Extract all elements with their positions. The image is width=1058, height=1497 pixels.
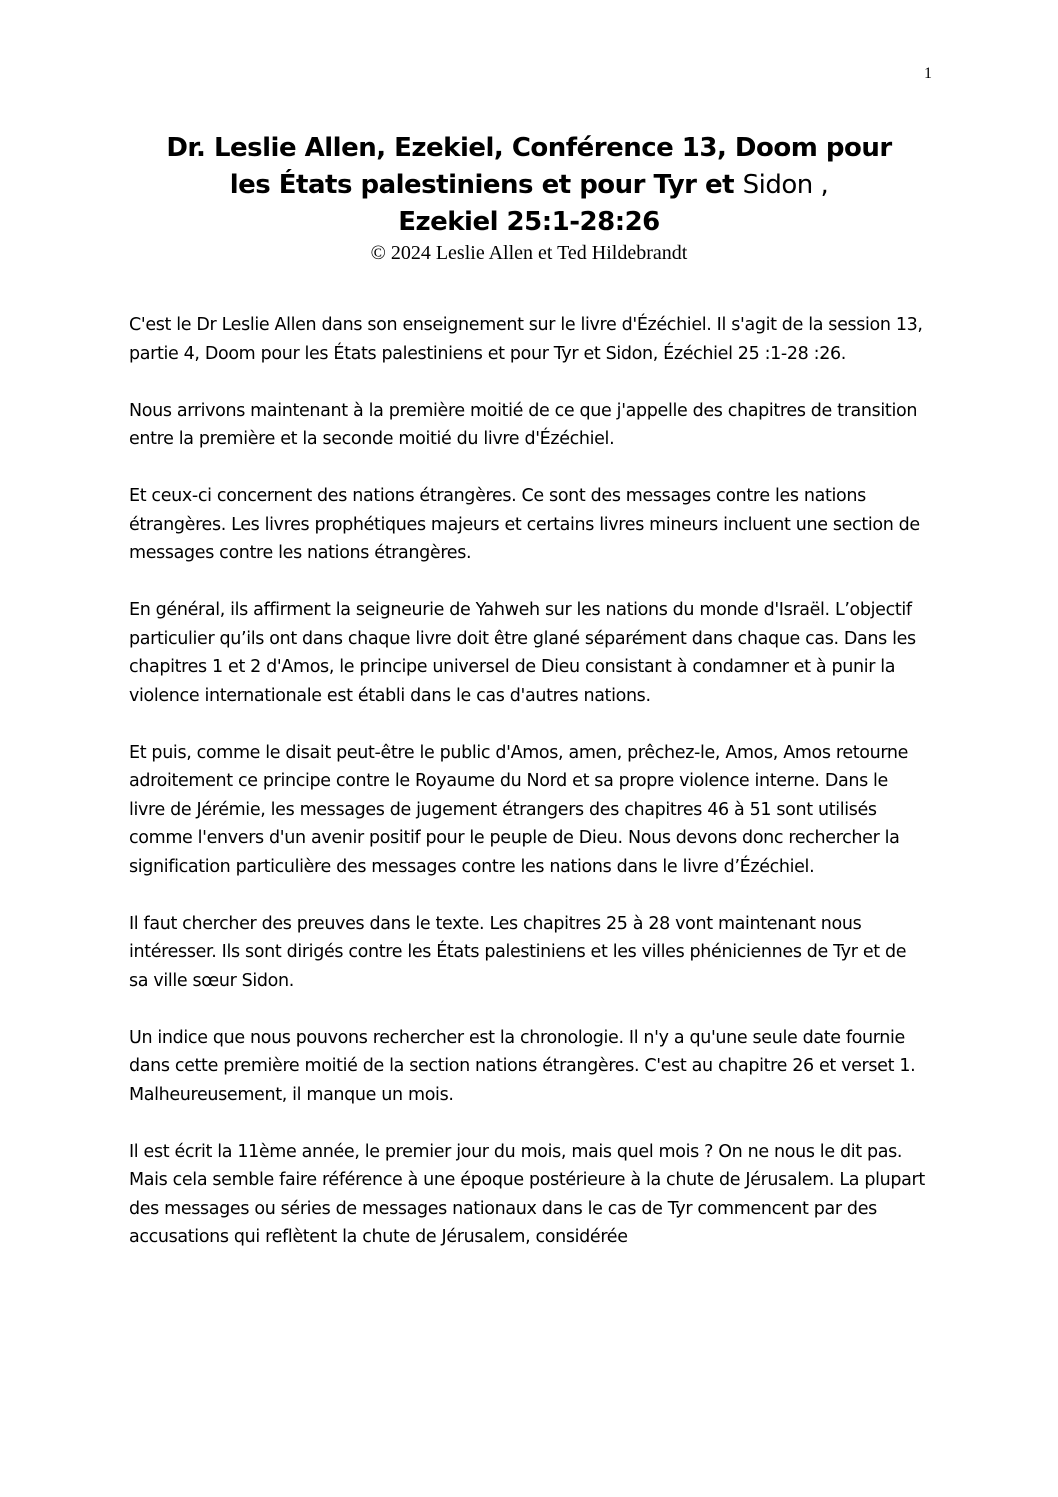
body-text [129, 311, 929, 1280]
paragraph: Et ceux-ci concernent des nations étrangères. Ce sont des messages contre les nations étrangères. Les livres prophétiques majeurs et certains livres mineurs incluent une section de messages contre les nations étrangères. [129, 486, 920, 563]
title-line-2-bold: les États palestiniens et pour Tyr et [229, 170, 743, 200]
copyright-line: © 2024 Leslie Allen et Ted Hildebrandt [370, 242, 688, 264]
paragraph: Et puis, comme le disait peut-être le public d'Amos, amen, prêchez-le, Amos, Amos retourne adroitement ce principe contre le Royaume du Nord et sa propre violence interne. Dans le livre de Jérémie, les messages de jugement étrangers des chapitres 46 à 51 sont utilisés comme l'envers d'un avenir positif pour le peuple de Dieu. Nous devons donc rechercher la signification particulière des messages contre les nations dans le livre d’Ézéchiel. [129, 742, 909, 877]
title-line-2 [80, 167, 978, 204]
page-number: 1 [924, 65, 932, 82]
paragraph: Nous arrivons maintenant à la première moitié de ce que j'appelle des chapitres de transition entre la première et la seconde moitié du livre d'Ézéchiel. [129, 400, 918, 449]
paragraph: C'est le Dr Leslie Allen dans son enseignement sur le livre d'Ézéchiel. Il s'agit de la session 13, partie 4, Doom pour les États palestiniens et pour Tyr et Sidon, Ézéchiel 25 :1-28 :26. [129, 315, 923, 364]
title-line-2-light: Sidon , [742, 170, 829, 200]
paragraph: Un indice que nous pouvons rechercher est la chronologie. Il n'y a qu'une seule date fournie dans cette première moitié de la section nations étrangères. C'est au chapitre 26 et verset 1. Malheureusement, il manque un mois. [129, 1027, 916, 1105]
paragraph: Il faut chercher des preuves dans le texte. Les chapitres 25 à 28 vont maintenant nous intéresser. Ils sont dirigés contre les États palestiniens et les villes phéniciennes de Tyr et de sa ville sœur Sidon. [129, 913, 907, 991]
paragraph: Il est écrit la 11ème année, le premier jour du mois, mais quel mois ? On ne nous le dit pas. Mais cela semble faire référence à une époque postérieure à la chute de Jérusalem. La plupart des messages ou séries de messages nationaux dans le cas de Tyr commencent par des accusations qui reflètent la chute de Jérusalem, considérée [129, 1141, 925, 1247]
title-line-3: Ezekiel 25:1-28:26 [398, 207, 660, 237]
title-line-1: Dr. Leslie Allen, Ezekiel, Conférence 13, Doom pour [166, 133, 892, 163]
paragraph: En général, ils affirment la seigneurie de Yahweh sur les nations du monde d'Israël. L’objectif particulier qu’ils ont dans chaque livre doit être glané séparément dans chaque cas. Dans les chapitres 1 et 2 d'Amos, le principe universel de Dieu consistant à condamner et à punir la violence internationale est établi dans le cas d'autres nations. [129, 600, 916, 706]
title-block [80, 130, 978, 265]
